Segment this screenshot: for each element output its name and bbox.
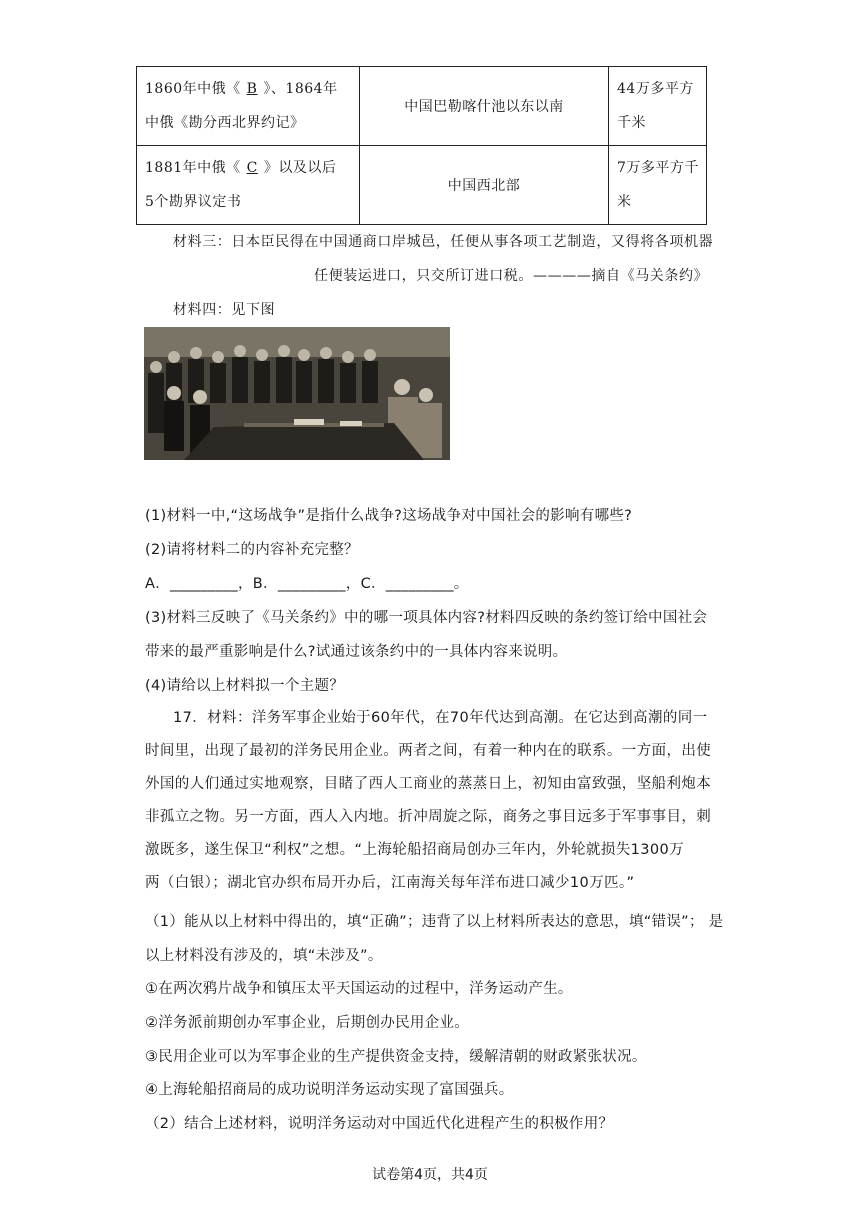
question-2-blanks: A．_________，B．_________，C．_________。 <box>145 576 469 592</box>
treaty-cell <box>137 146 360 225</box>
area-text: 7万多平方千 <box>617 160 699 176</box>
treaty-text: 》以及以后 <box>263 160 337 176</box>
region-cell: 中国西北部 <box>360 146 609 225</box>
q17-sub1-line1: （1）能从以上材料中得出的，填“正确”；违背了以上材料所表达的意思，填“错误”； 是 <box>145 914 724 930</box>
treaty-table <box>136 66 707 225</box>
treaty-text: 1860年中俄《 <box>145 81 241 97</box>
q17-line: 外国的人们通过实地观察，目睹了西人工商业的蒸蒸日上，初知由富致强，坚船利炮本 <box>145 776 712 792</box>
treaty-text: 》、1864年 <box>263 81 338 97</box>
material3-line1: 材料三：日本臣民得在中国通商口岸城邑，任便从事各项工艺制造，又得将各项机器 <box>173 234 714 250</box>
q17-line: 两（白银）；湖北官办织布局开办后，江南海关每年洋布进口减少10万匹。” <box>145 875 635 891</box>
treaty-text: 5个勘界议定书 <box>145 194 242 210</box>
question-4: (4)请给以上材料拟一个主题？ <box>145 678 345 694</box>
area-text: 44万多平方 <box>617 81 694 97</box>
question-3-line2: 带来的最严重影响是什么?试通过该条约中的一具体内容来说明。 <box>145 644 568 660</box>
q17-sub1-line2: 以上材料没有涉及的，填“未涉及”。 <box>145 948 383 964</box>
q17-line: 激既多，遂生保卫“利权”之想。“上海轮船招商局创办三年内，外轮就损失1300万 <box>145 842 685 858</box>
treaty-text: 1881年中俄《 <box>145 160 241 176</box>
treaty-signing-photo <box>144 327 450 460</box>
photo-illustration <box>144 327 450 460</box>
page-footer: 试卷第4页，共4页 <box>372 1167 488 1183</box>
question-2: (2)请将材料二的内容补充完整？ <box>145 542 359 558</box>
q17-line: 非孤立之物。另一方面，西人入内地。折冲周旋之际，商务之事目远多于军事事目，刺 <box>145 809 712 825</box>
area-cell <box>609 146 707 225</box>
q17-item-3: ③民用企业可以为军事企业的生产提供资金支持，缓解清朝的财政紧张状况。 <box>145 1049 647 1065</box>
area-cell <box>609 67 707 146</box>
area-text: 千米 <box>617 115 646 131</box>
answer-blank-c: C <box>246 160 258 176</box>
answer-blank-b: B <box>246 81 258 97</box>
question-3-line1: (3)材料三反映了《马关条约》中的哪一项具体内容?材料四反映的条约签订给中国社会 <box>145 610 708 626</box>
q17-item-4: ④上海轮船招商局的成功说明洋务运动实现了富国强兵。 <box>145 1082 514 1098</box>
q17-line: 时间里，出现了最初的洋务民用企业。两者之间，有着一种内在的联系。一方面，出使 <box>145 743 712 759</box>
material3-line2: 任便装运进口，只交所订进口税。————摘自《马关条约》 <box>314 268 709 284</box>
area-text: 米 <box>617 194 632 210</box>
q17-sub2: （2）结合上述材料，说明洋务运动对中国近代化进程产生的积极作用？ <box>145 1116 614 1132</box>
region-cell: 中国巴勒喀什池以东以南 <box>360 67 609 146</box>
q17-line: 17．材料：洋务军事企业始于60年代，在70年代达到高潮。在它达到高潮的同一 <box>173 710 708 726</box>
table-row <box>137 146 707 225</box>
q17-material <box>145 702 725 900</box>
table-row <box>137 67 707 146</box>
treaty-cell <box>137 67 360 146</box>
question-1: (1)材料一中,“这场战争”是指什么战争?这场战争对中国社会的影响有哪些? <box>145 508 633 524</box>
treaty-text: 中俄《勘分西北界约记》 <box>145 115 305 131</box>
q17-item-1: ①在两次鸦片战争和镇压太平天国运动的过程中，洋务运动产生。 <box>145 981 573 997</box>
material4-label: 材料四：见下图 <box>173 302 276 318</box>
q17-item-2: ②洋务派前期创办军事企业，后期创办民用企业。 <box>145 1015 470 1031</box>
